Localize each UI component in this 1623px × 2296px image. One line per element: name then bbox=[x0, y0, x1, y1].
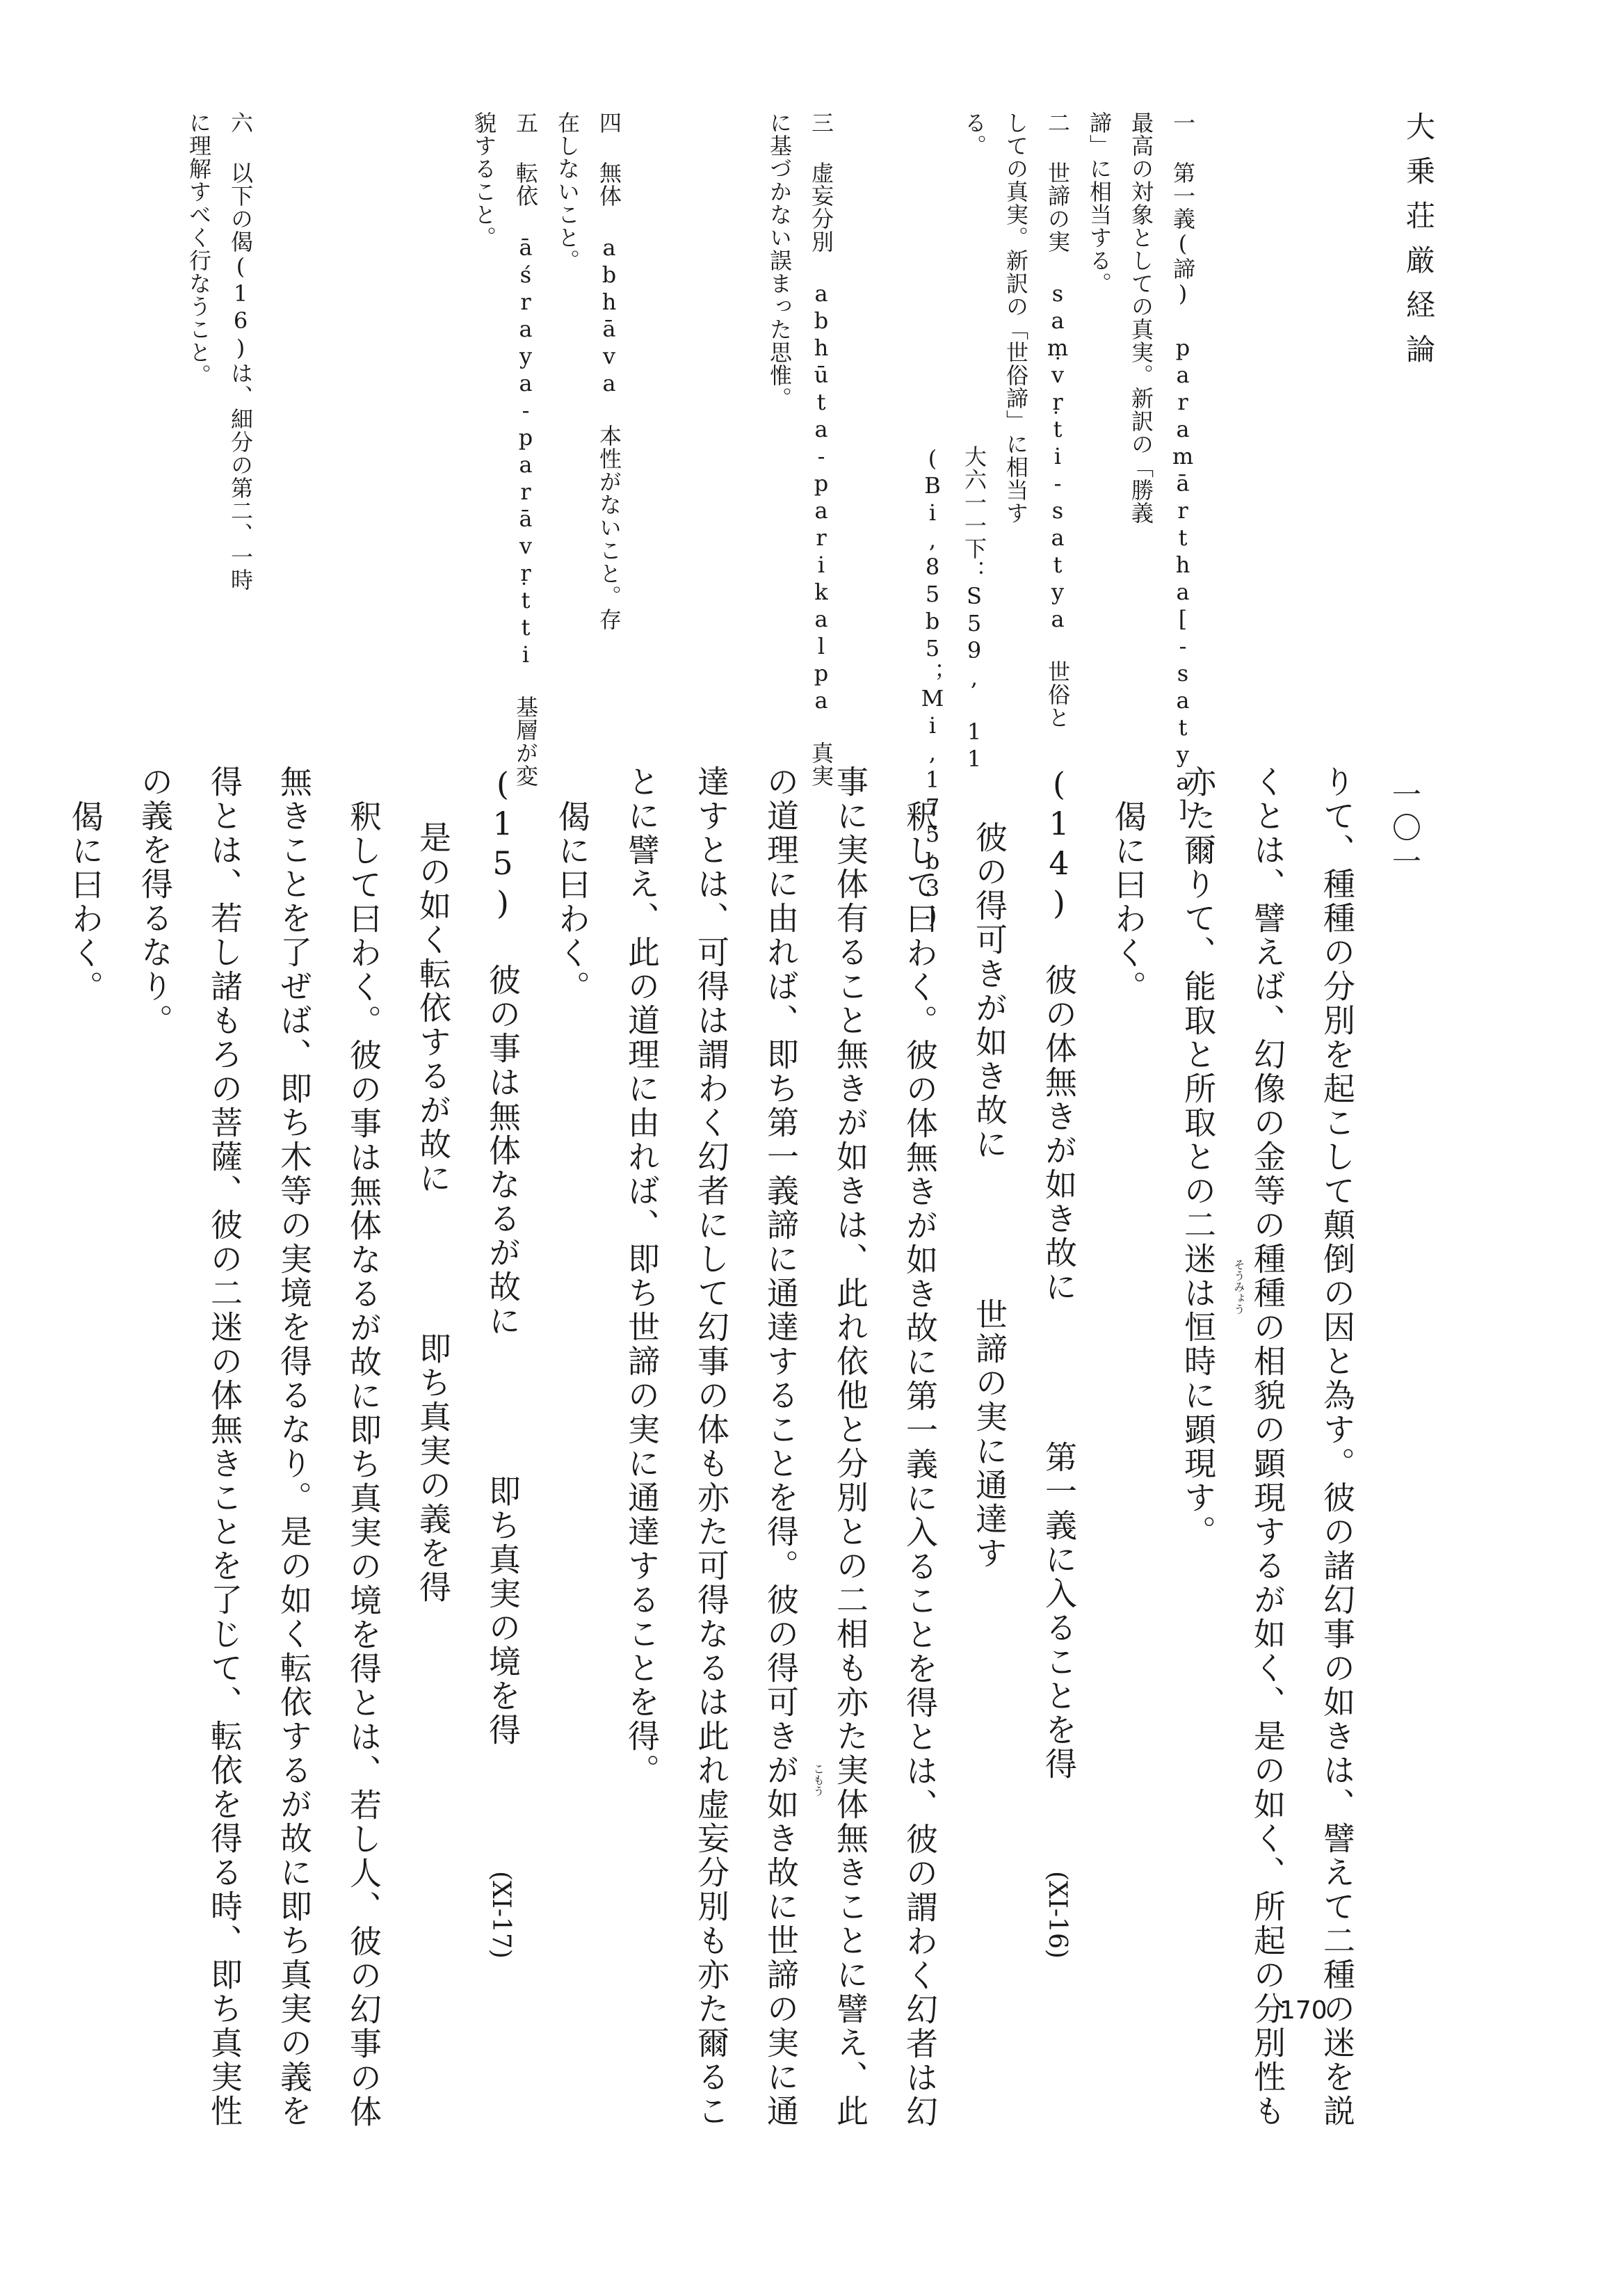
note-1-line-2: 最高の対象としての真実。新訳の「勝義 bbox=[1128, 111, 1154, 524]
note-3-line-1: 三 虚妄分別 abhūta-parikalpa 真実 bbox=[808, 111, 834, 787]
main-col-10: 達すとは、可得は謂わく幻者にして幻事の体も亦た可得なるは此れ虚妄分別も亦た爾るこ bbox=[693, 765, 730, 2128]
main-col-16: 無きことを了ぜば、即ち木等の実境を得るなり。是の如く転依するが故に即ち真実の義を bbox=[275, 765, 313, 2128]
main-col-12: 偈に曰わく。 bbox=[554, 800, 591, 1004]
verse-15-line-1: (15) 彼の事は無体なるが故に 即ち真実の境を得 bbox=[484, 765, 522, 1747]
main-col-8: 事に実体有ること無きが如きは、此れ依他と分別との二相も亦た実体無きことに譬え、此 bbox=[832, 765, 869, 2128]
main-col-17: 得とは、若し諸もろの菩薩、彼の二迷の体無きことを了じて、転依を得る時、即ち真実性 bbox=[206, 765, 243, 2128]
main-col-11: とに譬え、此の道理に由れば、即ち世諦の実に通達することを得。 bbox=[623, 765, 661, 1788]
main-col-7: 釈して曰わく。彼の体無きが如き故に第一義に入ることを得とは、彼の謂わく幻者は幻 bbox=[901, 800, 939, 2129]
running-title: 大乗荘厳経論 bbox=[1402, 111, 1436, 378]
note-4-line-1: 四 無体 abhāva 本性がないこと。存 bbox=[596, 111, 622, 631]
note-4-line-2: 在しないこと。 bbox=[554, 111, 581, 272]
verse-15-line-2: 是の如く転依するが故に 即ち真実の義を得 bbox=[414, 821, 452, 1605]
note-6-line-1: 六 以下の偈(16)は、細分の第二、一時 bbox=[227, 111, 254, 591]
page-number: 170 bbox=[1279, 1996, 1327, 2025]
ruby-komou: こもう bbox=[812, 1763, 825, 1797]
main-col-9: の道理に由れば、即ち第一義諦に通達することを得。彼の得可きが如き故に世諦の実に通 bbox=[762, 765, 800, 2128]
verse-14-line-1: (14) 彼の体無きが如き故に 第一義に入ることを得 bbox=[1040, 765, 1078, 1781]
note-5-line-2: 貌すること。 bbox=[471, 111, 497, 249]
note-source-2: (Bi,85b5；Mi,175b3) bbox=[919, 445, 946, 929]
note-2-line-3: る。 bbox=[961, 111, 987, 157]
main-col-4: 偈に曰わく。 bbox=[1110, 800, 1147, 1004]
note-3-line-2: に基づかない誤まった思惟。 bbox=[766, 111, 793, 410]
main-col-2: くとは、譬えば、幻像の金等の種種の相貌の顕現するが如く、是の如く、所起の分別性も bbox=[1249, 765, 1286, 2128]
verse-14-line-2: 彼の得可きが如き故に 世諦の実に通達す bbox=[971, 821, 1008, 1571]
note-2-line-2: しての真実。新訳の「世俗諦」に相当す bbox=[1003, 111, 1029, 524]
note-source-1: 大六一一下：S59, 11 bbox=[961, 445, 987, 773]
page-number-kanji: 一〇一 bbox=[1388, 779, 1422, 879]
note-1-line-3: 諦」に相当する。 bbox=[1086, 111, 1113, 295]
verse-15-ref: (XI-17) bbox=[487, 1871, 515, 1959]
note-1-line-1: 一 第一義(諦) paramārtha[-satya] bbox=[1170, 111, 1196, 823]
note-2-line-1: 二 世諦の実 saṃvṛti-satya 世俗と bbox=[1044, 111, 1071, 729]
main-col-1: りて、種種の分別を起こして顛倒の因と為す。彼の諸幻事の如きは、譬えて二種の迷を説 bbox=[1318, 765, 1356, 2128]
ruby-soumyou: そうみょう bbox=[1232, 1259, 1245, 1315]
verse-14-ref: (XI-16) bbox=[1043, 1871, 1072, 1959]
main-col-3: 亦た爾りて、能取と所取との二迷は恒時に顕現す。 bbox=[1179, 765, 1217, 1549]
note-5-line-1: 五 転依 āśraya-parāvṛtti 基層が変 bbox=[512, 111, 539, 787]
note-6-line-2: に理解すべく行なうこと。 bbox=[186, 111, 212, 387]
main-col-18: の義を得るなり。 bbox=[136, 765, 174, 1038]
main-col-19: 偈に曰わく。 bbox=[67, 800, 104, 1004]
main-col-15: 釈して曰わく。彼の事は無体なるが故に即ち真実の境を得とは、若し人、彼の幻事の体 bbox=[345, 800, 382, 2129]
